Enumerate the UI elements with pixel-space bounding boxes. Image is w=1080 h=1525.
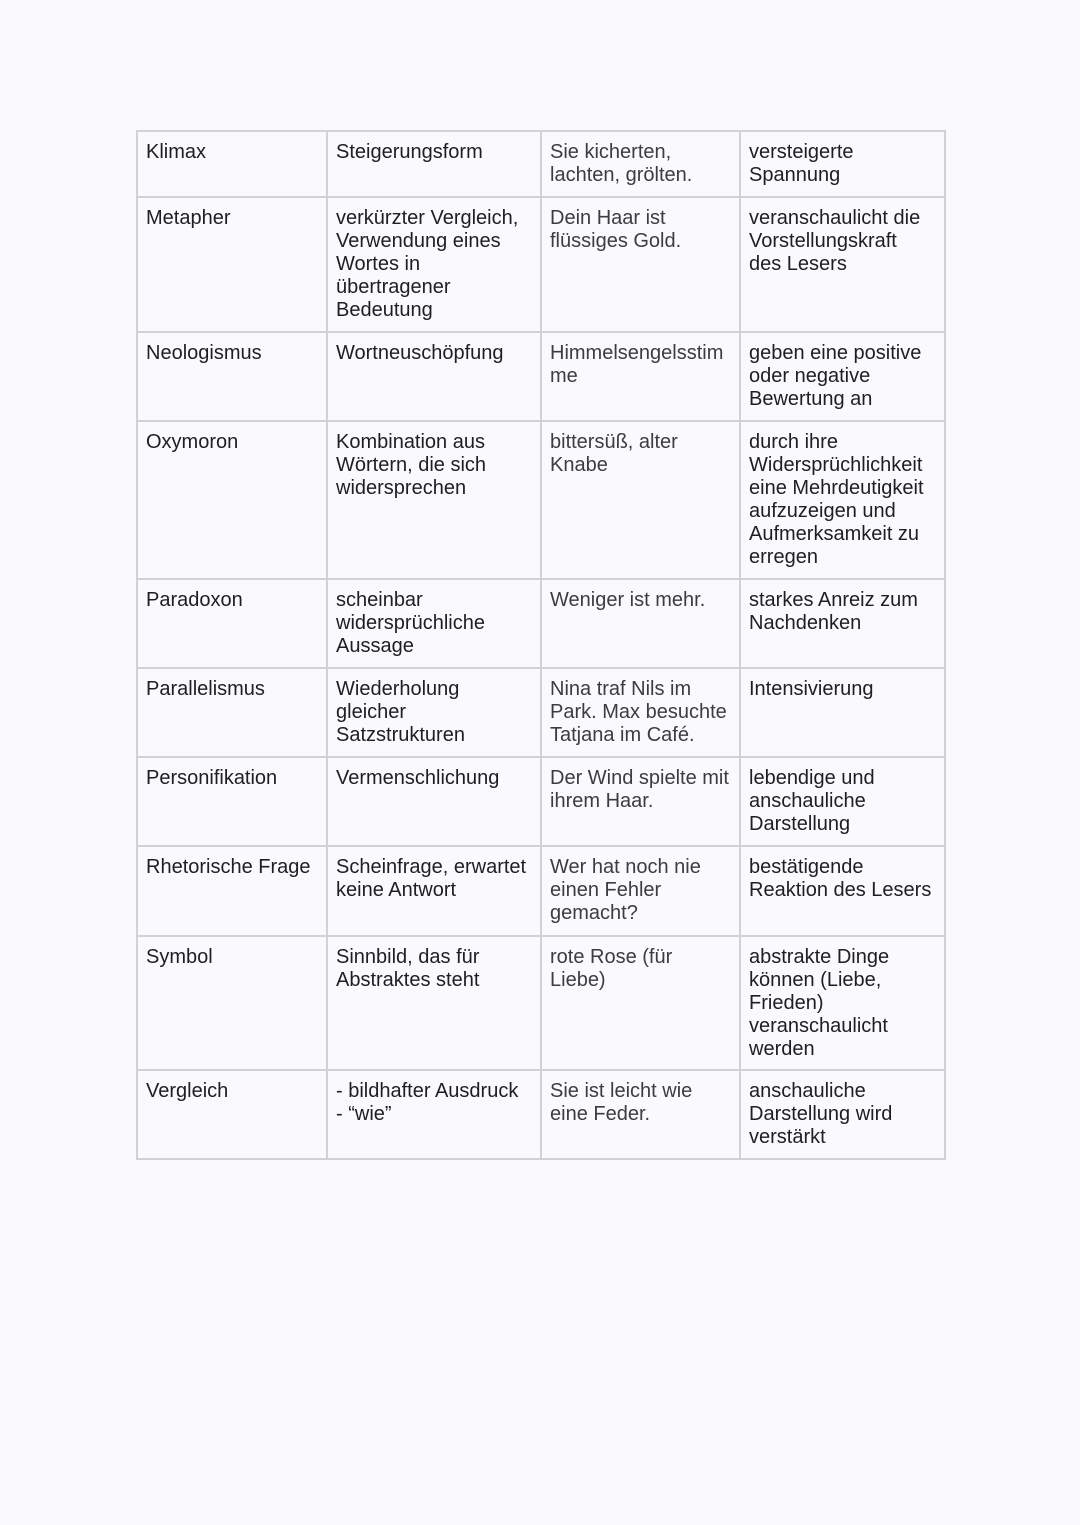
table-row <box>137 197 945 332</box>
effect-cell: veranschaulicht die Vorstellungskraft des Lesers <box>740 197 945 332</box>
term-cell: Neologismus <box>137 332 327 421</box>
table-row <box>137 579 945 668</box>
example-cell: Sie kicherten, lachten, grölten. <box>541 131 740 197</box>
effect-cell: Intensivierung <box>740 668 945 757</box>
definition-cell: - bildhafter Ausdruck - “wie” <box>327 1070 541 1159</box>
definition-cell: Scheinfrage, erwartet keine Antwort <box>327 846 541 936</box>
term-cell: Rhetorische Frage <box>137 846 327 936</box>
example-cell: Himmelsengelsstim me <box>541 332 740 421</box>
term-cell: Klimax <box>137 131 327 197</box>
definition-cell: scheinbar widersprüchliche Aussage <box>327 579 541 668</box>
effect-cell: anschauliche Darstellung wird verstärkt <box>740 1070 945 1159</box>
example-cell: Sie ist leicht wie eine Feder. <box>541 1070 740 1159</box>
term-cell: Personifikation <box>137 757 327 846</box>
definition-cell: Kombination aus Wörtern, die sich widersprechen <box>327 421 541 579</box>
example-cell: Weniger ist mehr. <box>541 579 740 668</box>
definition-cell: Steigerungsform <box>327 131 541 197</box>
term-cell: Vergleich <box>137 1070 327 1159</box>
effect-cell: bestätigende Reaktion des Lesers <box>740 846 945 936</box>
example-cell: Der Wind spielte mit ihrem Haar. <box>541 757 740 846</box>
example-cell: Nina traf Nils im Park. Max besuchte Tatjana im Café. <box>541 668 740 757</box>
effect-cell: versteigerte Spannung <box>740 131 945 197</box>
term-cell: Metapher <box>137 197 327 332</box>
example-cell: Dein Haar ist flüssiges Gold. <box>541 197 740 332</box>
table-row <box>137 332 945 421</box>
definition-cell: Wiederholung gleicher Satzstrukturen <box>327 668 541 757</box>
table-row <box>137 421 945 579</box>
effect-cell: geben eine positive oder negative Bewertung an <box>740 332 945 421</box>
term-cell: Oxymoron <box>137 421 327 579</box>
term-cell: Parallelismus <box>137 668 327 757</box>
table-row <box>137 1070 945 1159</box>
effect-cell: durch ihre Widersprüchlichkeit eine Mehrdeutigkeit aufzuzeigen und Aufmerksamkeit zu erregen <box>740 421 945 579</box>
table-row <box>137 757 945 846</box>
definition-cell: Sinnbild, das für Abstraktes steht <box>327 936 541 1070</box>
table-row <box>137 936 945 1070</box>
effect-cell: starkes Anreiz zum Nachdenken <box>740 579 945 668</box>
definition-cell: Wortneuschöpfung <box>327 332 541 421</box>
effect-cell: abstrakte Dinge können (Liebe, Frieden) veranschaulicht werden <box>740 936 945 1070</box>
term-cell: Paradoxon <box>137 579 327 668</box>
table-row <box>137 131 945 197</box>
effect-cell: lebendige und anschauliche Darstellung <box>740 757 945 846</box>
table-row <box>137 668 945 757</box>
example-cell: Wer hat noch nie einen Fehler gemacht? <box>541 846 740 936</box>
table-row <box>137 846 945 936</box>
term-cell: Symbol <box>137 936 327 1070</box>
stilmittel-table <box>136 130 946 1160</box>
example-cell: rote Rose (für Liebe) <box>541 936 740 1070</box>
definition-cell: verkürzter Vergleich, Verwendung eines Wortes in übertragener Bedeutung <box>327 197 541 332</box>
example-cell: bittersüß, alter Knabe <box>541 421 740 579</box>
definition-cell: Vermenschlichung <box>327 757 541 846</box>
